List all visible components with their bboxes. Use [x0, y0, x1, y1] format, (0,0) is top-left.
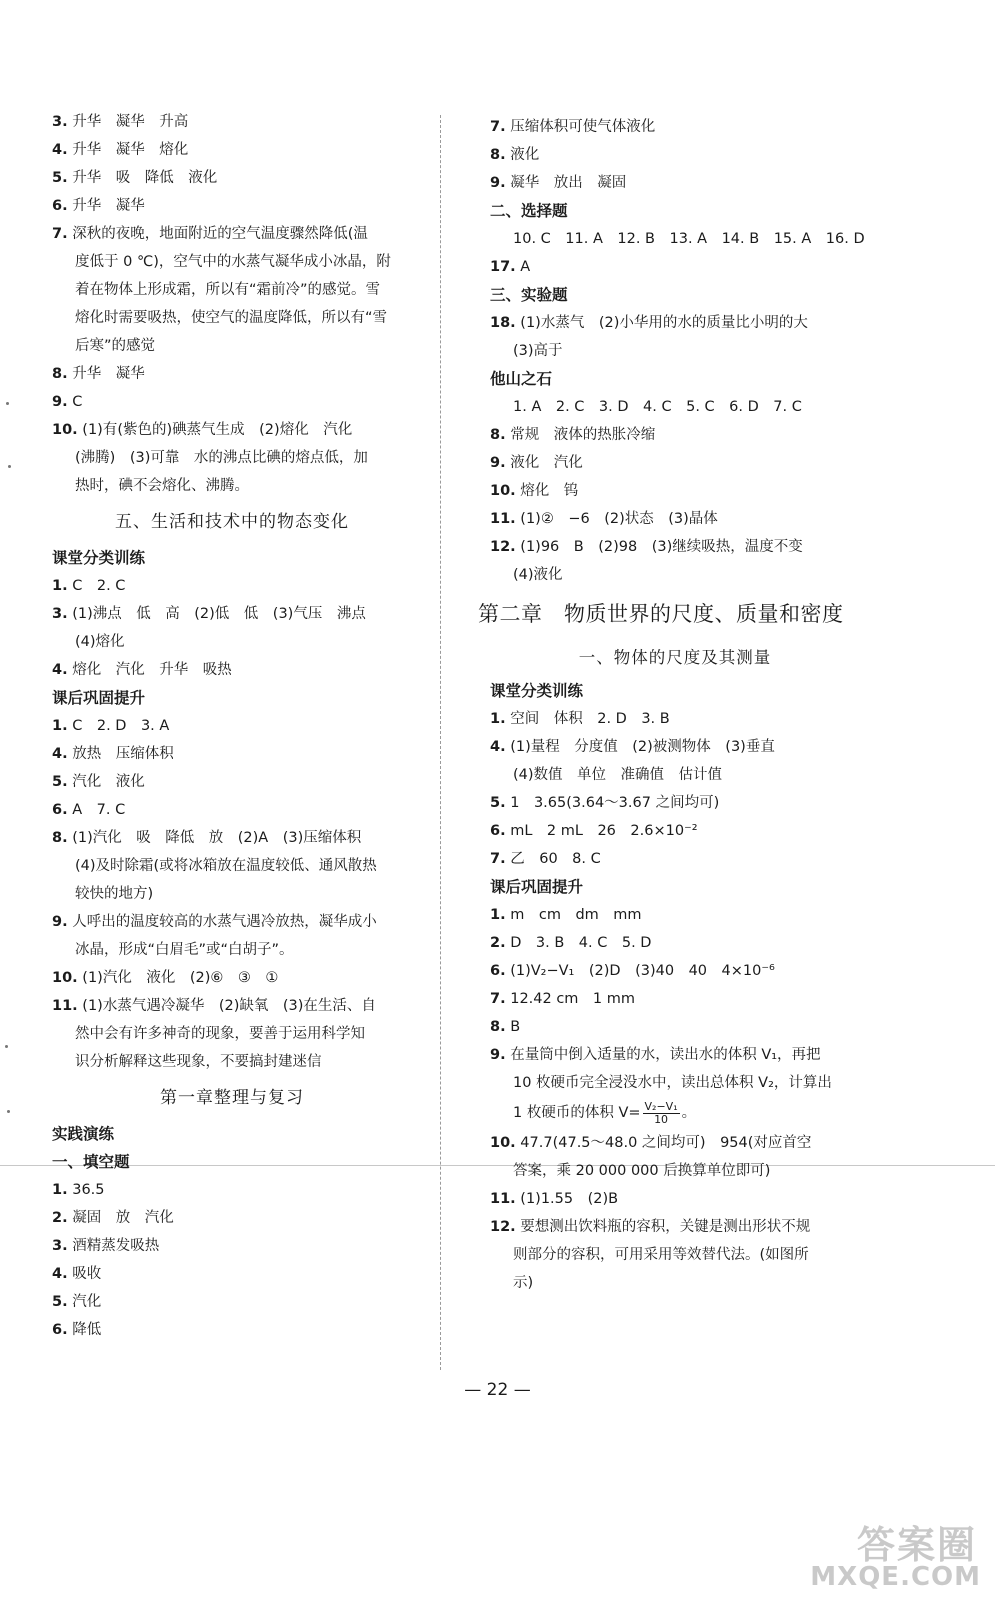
answer-line — [490, 1185, 860, 1213]
answer-text: D 3. B 4. C 5. D — [510, 935, 652, 951]
answer-text: (4)及时除霜(或将冰箱放在温度较低、通风散热 — [75, 858, 377, 874]
answer-line — [490, 225, 865, 253]
question-number: 7. — [52, 226, 68, 242]
question-number: 9. — [490, 1047, 506, 1063]
answer-text: 在量筒中倒入适量的水，读出水的体积 V₁，再把 — [510, 1047, 821, 1063]
chapter-title: 第二章 物质世界的尺度、质量和密度 — [478, 602, 844, 626]
question-number: 1. — [52, 1182, 68, 1198]
answer-line — [52, 360, 412, 388]
answer-lines — [490, 113, 860, 197]
answer-line — [490, 533, 860, 561]
answer-line — [52, 852, 412, 880]
section-heading: 课后巩固提升 — [490, 878, 584, 896]
answer-text: 12.42 cm 1 mm — [510, 991, 636, 1007]
answer-text: 36.5 — [72, 1182, 105, 1198]
answer-text: (4)数值 单位 准确值 估计值 — [513, 767, 723, 783]
fraction — [643, 1101, 680, 1126]
answer-line — [490, 141, 860, 169]
answer-line — [490, 1269, 860, 1297]
section-title: 一、物体的尺度及其测量 — [578, 648, 772, 667]
answer-lines — [52, 108, 412, 500]
question-number: 1. — [52, 718, 68, 734]
answer-text: (4)熔化 — [75, 634, 125, 650]
answer-line — [52, 1288, 412, 1316]
question-number: 6. — [490, 823, 506, 839]
question-number: 10. — [490, 483, 516, 499]
answer-text: 升华 吸 降低 液化 — [72, 170, 218, 186]
answer-text: (1)沸点 低 高 (2)低 低 (3)气压 沸点 — [72, 606, 366, 622]
answer-line — [52, 1260, 412, 1288]
answer-text: 升华 凝华 熔化 — [72, 142, 189, 158]
answer-line — [490, 733, 860, 761]
answer-line — [490, 505, 860, 533]
question-number: 7. — [490, 991, 506, 1007]
question-number: 1. — [52, 578, 68, 594]
subsection-heading: 三、实验题 — [490, 286, 568, 304]
answer-line — [52, 1204, 412, 1232]
answer-text: 升华 凝华 升高 — [72, 114, 189, 130]
answer-line — [52, 276, 412, 304]
answer-lines — [52, 712, 412, 1076]
answer-line — [490, 985, 860, 1013]
answer-lines — [490, 309, 860, 365]
question-number: 11. — [490, 1191, 516, 1207]
question-number: 6. — [52, 198, 68, 214]
question-number: 2. — [490, 935, 506, 951]
question-number: 3. — [52, 1238, 68, 1254]
answer-text: 降低 — [72, 1322, 102, 1338]
scan-speck — [7, 1110, 10, 1113]
answer-line — [52, 108, 412, 136]
question-number: 4. — [52, 1266, 68, 1282]
answer-text: 示) — [513, 1275, 534, 1291]
answer-text: 吸收 — [72, 1266, 102, 1282]
question-number: 5. — [490, 795, 506, 811]
answer-line — [490, 337, 860, 365]
answer-line — [52, 600, 412, 628]
answer-text: 深秋的夜晚，地面附近的空气温度骤然降低(温 — [72, 226, 368, 242]
question-number: 7. — [490, 851, 506, 867]
question-number: 4. — [52, 662, 68, 678]
question-number: 5. — [52, 1294, 68, 1310]
answer-text: 熔化 汽化 升华 吸热 — [72, 662, 232, 678]
answer-lines — [490, 901, 860, 1097]
question-number: 12. — [490, 539, 516, 555]
question-number: 2. — [52, 1210, 68, 1226]
subsection-heading: 二、选择题 — [490, 202, 568, 220]
answer-text: 熔化时需要吸热，使空气的温度降低，所以有“雪 — [75, 310, 388, 326]
answer-text: 压缩体积可使气体液化 — [510, 119, 656, 135]
answer-line — [490, 253, 860, 281]
answer-text: (1)水蒸气 (2)小华用的水的质量比小明的大 — [520, 315, 808, 331]
answer-line — [52, 628, 412, 656]
answer-line — [490, 1069, 860, 1097]
answer-text: 乙 60 8. C — [510, 851, 601, 867]
section-heading: 他山之石 — [490, 370, 553, 388]
question-number: 11. — [490, 511, 516, 527]
answer-line — [52, 388, 412, 416]
question-number: 8. — [490, 427, 506, 443]
question-number: 3. — [52, 606, 68, 622]
answer-line — [52, 332, 412, 360]
answer-line — [490, 393, 860, 421]
answer-lines — [490, 705, 860, 873]
answer-lines — [490, 225, 865, 281]
answer-text: 识分析解释这些现象，不要搞封建迷信 — [75, 1054, 322, 1070]
answer-line — [490, 113, 860, 141]
question-number: 7. — [490, 119, 506, 135]
watermark-logo: 答案圈 — [856, 1523, 977, 1567]
answer-line — [490, 449, 860, 477]
question-number: 9. — [490, 175, 506, 191]
answer-line — [52, 964, 412, 992]
answer-text: 放热 压缩体积 — [72, 746, 174, 762]
left-column — [52, 108, 412, 1344]
answer-line — [52, 220, 412, 248]
answer-line — [52, 740, 412, 768]
answer-text: A 7. C — [72, 802, 126, 818]
answer-line — [52, 304, 412, 332]
question-number: 9. — [52, 394, 68, 410]
scan-speck — [8, 465, 11, 468]
answer-line — [52, 1176, 412, 1204]
answer-text: 酒精蒸发吸热 — [72, 1238, 160, 1254]
answer-line — [52, 1232, 412, 1260]
question-number: 8. — [52, 366, 68, 382]
question-number: 1. — [490, 711, 506, 727]
answer-line — [52, 992, 412, 1020]
answer-line — [52, 192, 412, 220]
review-title: 第一章整理与复习 — [160, 1088, 304, 1108]
section-heading: 实践演练 — [52, 1125, 115, 1143]
answer-line — [490, 901, 860, 929]
question-number: 1. — [490, 907, 506, 923]
answer-line — [490, 477, 860, 505]
question-number: 4. — [52, 142, 68, 158]
answer-text: (4)液化 — [513, 567, 563, 583]
question-number: 11. — [52, 998, 78, 1014]
answer-text: (沸腾) (3)可靠 水的沸点比碘的熔点低，加 — [75, 450, 368, 466]
question-number: 8. — [490, 1019, 506, 1035]
answer-text: 熔化 钨 — [520, 483, 579, 499]
answer-line — [52, 1316, 412, 1344]
answer-line — [52, 572, 412, 600]
answer-text: (1)量程 分度值 (2)被测物体 (3)垂直 — [510, 739, 775, 755]
answer-text: (1)汽化 吸 降低 放 (2)A (3)压缩体积 — [72, 830, 362, 846]
question-number: 10. — [490, 1135, 516, 1151]
answer-text: 人呼出的温度较高的水蒸气遇冷放热，凝华成小 — [72, 914, 377, 930]
answer-text: B — [510, 1019, 521, 1035]
answer-text: 升华 凝华 — [72, 198, 145, 214]
answer-line — [490, 761, 860, 789]
answer-text: A — [520, 259, 531, 275]
answer-line — [490, 309, 860, 337]
answer-text: 1. A 2. C 3. D 4. C 5. C 6. D 7. C — [513, 399, 802, 415]
fraction-numerator: V₂−V₁ — [644, 1099, 678, 1113]
answer-line — [52, 880, 412, 908]
answer-line — [52, 936, 412, 964]
answer-text: 着在物体上形成霜，所以有“霜前冷”的感觉。雪 — [75, 282, 381, 298]
right-column — [478, 113, 865, 1297]
answer-text: 汽化 液化 — [72, 774, 145, 790]
answer-line — [490, 1213, 860, 1241]
answer-text: (1)有(紫色的)碘蒸气生成 (2)熔化 汽化 — [82, 422, 353, 438]
answer-text: 升华 凝华 — [72, 366, 145, 382]
answer-text: C 2. D 3. A — [72, 718, 170, 734]
answer-line — [490, 1041, 860, 1069]
section-heading: 课堂分类训练 — [52, 549, 146, 567]
answer-line — [490, 1241, 860, 1269]
answer-text: 则部分的容积，可用采用等效替代法。(如图所 — [513, 1247, 809, 1263]
answer-line — [490, 845, 860, 873]
answer-line — [490, 817, 860, 845]
answer-line — [52, 1020, 412, 1048]
question-number: 5. — [52, 774, 68, 790]
answer-line — [52, 472, 412, 500]
question-number: 4. — [52, 746, 68, 762]
fraction-denominator: 10 — [654, 1112, 669, 1126]
answer-text: (1)1.55 (2)B — [520, 1191, 619, 1207]
answer-line — [52, 248, 412, 276]
section-heading: 课后巩固提升 — [52, 689, 146, 707]
question-number: 18. — [490, 315, 516, 331]
watermark — [777, 1512, 987, 1592]
answer-text: 1 枚硬币的体积 V= — [513, 1105, 641, 1121]
answer-line — [490, 705, 860, 733]
answer-line — [52, 444, 412, 472]
answer-text: 液化 汽化 — [510, 455, 583, 471]
answer-text: (1)96 B (2)98 (3)继续吸热，温度不变 — [520, 539, 803, 555]
answer-text: 常规 液体的热胀冷缩 — [510, 427, 656, 443]
answer-text: 47.7(47.5～48.0 之间均可) 954(对应首空 — [520, 1135, 812, 1151]
answer-line — [490, 1013, 860, 1041]
answer-line — [52, 416, 412, 444]
question-number: 6. — [52, 802, 68, 818]
question-number: 8. — [52, 830, 68, 846]
answer-text: 凝固 放 汽化 — [72, 1210, 174, 1226]
scan-speck — [6, 402, 9, 405]
question-number: 8. — [490, 147, 506, 163]
question-number: 5. — [52, 170, 68, 186]
answer-lines — [490, 1129, 860, 1297]
answer-line — [52, 656, 412, 684]
answer-line — [52, 712, 412, 740]
answer-text: 10. C 11. A 12. B 13. A 14. B 15. A 16. D — [513, 231, 865, 247]
answer-text: C — [72, 394, 83, 410]
answer-text: 热时，碘不会熔化、沸腾。 — [75, 478, 249, 494]
answer-text: 然中会有许多神奇的现象，要善于运用科学知 — [75, 1026, 365, 1042]
page-number: — 22 — — [464, 1380, 531, 1400]
answer-text: 答案，乘 20 000 000 后换算单位即可) — [513, 1163, 771, 1179]
answer-line — [52, 908, 412, 936]
answer-line — [490, 929, 860, 957]
section-title: 五、生活和技术中的物态变化 — [115, 512, 349, 532]
question-number: 10. — [52, 422, 78, 438]
answer-line — [490, 789, 860, 817]
answer-text: 空间 体积 2. D 3. B — [510, 711, 670, 727]
answer-line — [52, 796, 412, 824]
scan-speck — [5, 1045, 8, 1048]
answer-line — [490, 1097, 860, 1129]
question-number: 9. — [52, 914, 68, 930]
answer-line — [52, 136, 412, 164]
answer-text: 汽化 — [72, 1294, 102, 1310]
answer-text: 要想测出饮料瓶的容积，关键是测出形状不规 — [520, 1219, 811, 1235]
answer-line — [52, 768, 412, 796]
answer-line — [52, 1048, 412, 1076]
answer-line — [52, 824, 412, 852]
answer-line — [490, 421, 860, 449]
answer-text: 1 3.65(3.64～3.67 之间均可) — [510, 795, 720, 811]
answer-text: 。 — [681, 1105, 697, 1121]
answer-text: 10 枚硬币完全浸没水中，读出总体积 V₂，计算出 — [513, 1075, 832, 1091]
answer-text: (1)V₂−V₁ (2)D (3)40 40 4×10⁻⁶ — [510, 963, 775, 979]
answer-text: 凝华 放出 凝固 — [510, 175, 627, 191]
question-number: 4. — [490, 739, 506, 755]
answer-lines — [52, 572, 412, 684]
answer-text: C 2. C — [72, 578, 126, 594]
answer-text: mL 2 mL 26 2.6×10⁻² — [510, 823, 698, 839]
answer-lines — [490, 393, 860, 589]
question-number: 12. — [490, 1219, 516, 1235]
subsection-heading: 一、填空题 — [52, 1153, 130, 1171]
question-number: 6. — [490, 963, 506, 979]
question-number: 9. — [490, 455, 506, 471]
section-heading: 课堂分类训练 — [490, 682, 584, 700]
answer-line — [490, 957, 860, 985]
question-number: 6. — [52, 1322, 68, 1338]
answer-line — [490, 1157, 860, 1185]
question-number: 17. — [490, 259, 516, 275]
question-number: 3. — [52, 114, 68, 130]
answer-text: m cm dm mm — [510, 907, 642, 923]
answer-text: 后寒”的感觉 — [75, 338, 156, 354]
watermark-url: MXQE.COM — [810, 1562, 981, 1592]
answer-line — [52, 164, 412, 192]
answer-text: 度低于 0 ℃)，空气中的水蒸气凝华成小冰晶，附 — [75, 254, 391, 270]
answer-text: 较快的地方) — [75, 886, 154, 902]
answer-lines — [52, 1176, 412, 1344]
answer-line — [490, 561, 860, 589]
column-divider — [440, 115, 441, 1370]
answer-line — [490, 1129, 860, 1157]
answer-text: 冰晶，形成“白眉毛”或“白胡子”。 — [75, 942, 294, 958]
answer-text: (1)水蒸气遇冷凝华 (2)缺氧 (3)在生活、自 — [82, 998, 376, 1014]
answer-line — [490, 169, 860, 197]
answer-text: (1)② −6 (2)状态 (3)晶体 — [520, 511, 718, 527]
answer-text: 液化 — [510, 147, 540, 163]
answer-text: (1)汽化 液化 (2)⑥ ③ ① — [82, 970, 279, 986]
question-number: 10. — [52, 970, 78, 986]
answer-text: (3)高于 — [513, 343, 563, 359]
